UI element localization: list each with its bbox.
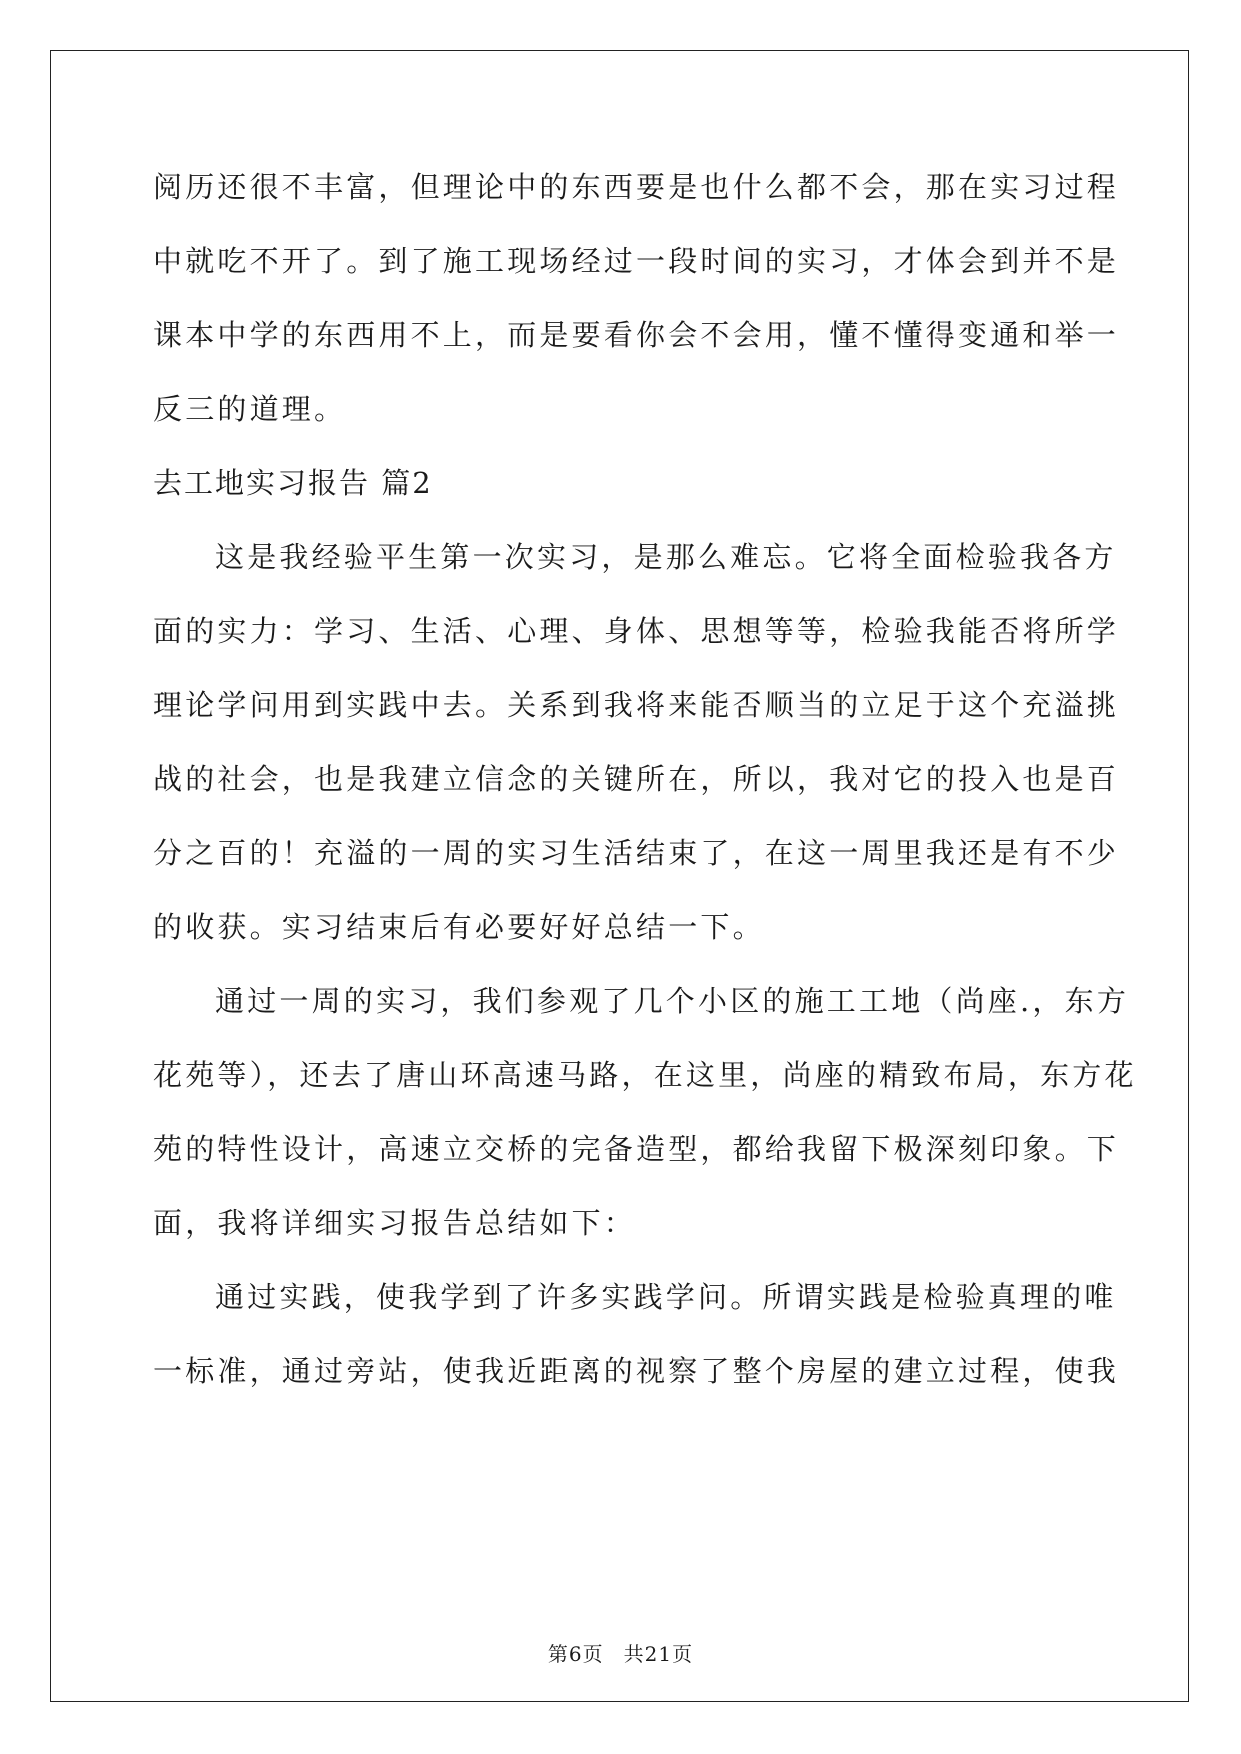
text-line: 的收获。实习结束后有必要好好总结一下。 <box>153 910 765 944</box>
text-line: 课本中学的东西用不上，而是要看你会不会用，懂不懂得变通和举一 <box>153 318 1120 352</box>
text-line: 花苑等），还去了唐山环高速马路，在这里，尚座的精致布局，东方花 <box>153 1058 1137 1092</box>
text-line: 阅历还很不丰富，但理论中的东西要是也什么都不会，那在实习过程 <box>153 170 1120 204</box>
text-line: 理论学问用到实践中去。关系到我将来能否顺当的立足于这个充溢挑 <box>153 688 1120 722</box>
text-line: 一标准，通过旁站，使我近距离的视察了整个房屋的建立过程，使我 <box>153 1354 1120 1388</box>
page-number: 第6页 <box>547 1642 604 1666</box>
text-line: 反三的道理。 <box>153 392 347 426</box>
text-line: 面的实力：学习、生活、心理、身体、思想等等，检验我能否将所学 <box>153 614 1120 648</box>
text-line: 面，我将详细实习报告总结如下： <box>153 1206 637 1240</box>
document-body <box>153 160 1137 1418</box>
text-line: 苑的特性设计，高速立交桥的完备造型，都给我留下极深刻印象。下 <box>153 1132 1120 1166</box>
paragraph-4 <box>153 1270 1120 1418</box>
text-line: 中就吃不开了。到了施工现场经过一段时间的实习，才体会到并不是 <box>153 244 1120 278</box>
paragraph-1 <box>153 160 1120 456</box>
page-total: 共21页 <box>623 1642 694 1666</box>
paragraph-2 <box>153 530 1120 974</box>
text-line: 战的社会，也是我建立信念的关键所在，所以，我对它的投入也是百 <box>153 762 1120 796</box>
page-footer <box>0 1638 1241 1667</box>
section-heading: 去工地实习报告 篇2 <box>153 466 433 500</box>
text-line: 这是我经验平生第一次实习，是那么难忘。它将全面检验我各方 <box>215 540 1117 574</box>
text-line: 通过一周的实习，我们参观了几个小区的施工工地（尚座.，东方 <box>215 984 1130 1018</box>
text-line: 通过实践，使我学到了许多实践学问。所谓实践是检验真理的唯 <box>215 1280 1117 1314</box>
paragraph-3 <box>153 974 1137 1270</box>
text-line: 分之百的！充溢的一周的实习生活结束了，在这一周里我还是有不少 <box>153 836 1120 870</box>
